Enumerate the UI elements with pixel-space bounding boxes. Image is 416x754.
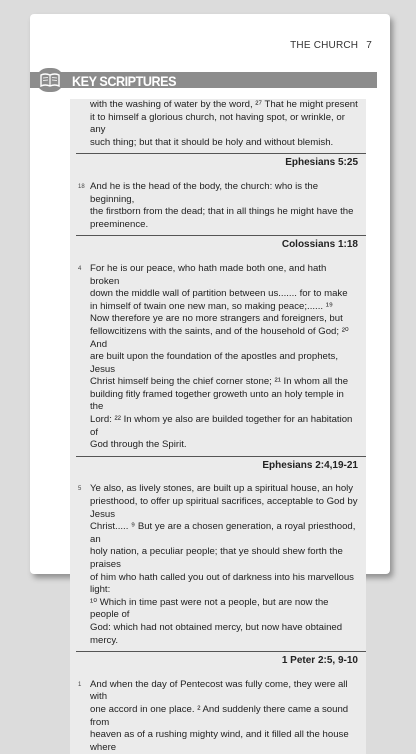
scripture-line: with the washing of water by the word, ²⁷ That he might present <box>90 99 358 110</box>
scripture-line: For he is our peace, who hath made both one, and hath broken <box>90 262 327 287</box>
scripture-line: Christ..... ⁹ But ye are a chosen generation, a royal priesthood, an <box>90 521 356 545</box>
scripture-passage <box>76 263 366 452</box>
scripture-line: down the middle wall of partition between us....... for to make <box>90 288 348 300</box>
scripture-reference: Ephesians 2:4,19-21 <box>76 456 366 476</box>
scripture-line: fellowcitizens with the saints, and of the household of God; ²⁰ And <box>90 325 349 350</box>
passage-gap <box>76 475 366 483</box>
scripture-passage <box>76 99 366 149</box>
page-number: 7 <box>366 40 372 51</box>
verse-number: 5 <box>78 486 82 493</box>
scripture-line: And he is the head of the body, the church: who is the beginning, <box>90 180 319 205</box>
scripture-line: it to himself a glorious church, not having spot, or wrinkle, or any <box>90 111 345 136</box>
passage-gap <box>76 255 366 263</box>
running-header <box>290 40 372 51</box>
scripture-passage <box>76 679 366 754</box>
scripture-line: Christ himself being the chief corner stone; ²¹ In whom all the <box>90 376 349 388</box>
book-icon-badge <box>36 68 64 92</box>
scripture-line: preeminence. <box>90 218 149 230</box>
verse-number: 1 <box>78 681 82 688</box>
scripture-reference: Ephesians 5:25 <box>76 153 366 173</box>
book-page <box>30 14 390 753</box>
scripture-block <box>70 99 366 754</box>
scripture-line: one accord in one place. ² And suddenly there came a sound from <box>90 703 349 728</box>
scripture-line: holy nation, a peculiar people; that ye should shew forth the praises <box>90 546 343 570</box>
scripture-line: of him who hath called you out of darkness into his marvellous light: <box>90 571 354 596</box>
section-title: KEY SCRIPTURES <box>72 73 177 89</box>
scripture-line: Ye also, as lively stones, are built up a spiritual house, an holy <box>90 483 354 495</box>
scripture-line: priesthood, to offer up spiritual sacrifices, acceptable to God by Jesus <box>90 496 358 520</box>
chapter-title: THE CHURCH <box>290 40 359 51</box>
scripture-line: God: which had not obtained mercy, but now have obtained mercy. <box>90 621 343 646</box>
scripture-line: heaven as of a rushing mighty wind, and it filled all the house where <box>90 729 349 753</box>
passage-gap <box>76 173 366 181</box>
scripture-line: in himself of twain one new man, so making peace;...... ¹⁹ <box>90 300 334 312</box>
scripture-line: God through the Spirit. <box>90 439 187 451</box>
scripture-line: the firstborn from the dead; that in all things he might have the <box>90 206 354 218</box>
scripture-line: such thing; but that it should be holy and without blemish. <box>90 136 334 148</box>
scripture-reference: 1 Peter 2:5, 9-10 <box>76 651 366 671</box>
scripture-line: Lord: ²² In whom ye also are builded together for an habitation of <box>90 414 353 438</box>
scripture-line: building fitly framed together groweth unto an holy temple in the <box>90 388 344 413</box>
verse-number: 18 <box>78 183 85 190</box>
scripture-passage <box>76 483 366 647</box>
verse-number: 4 <box>78 265 82 272</box>
scripture-passage <box>76 181 366 231</box>
scripture-reference: Colossians 1:18 <box>76 235 366 255</box>
book-icon <box>40 72 60 88</box>
scripture-line: And when the day of Pentecost was fully come, they were all with <box>90 678 348 703</box>
passage-gap <box>76 671 366 679</box>
scripture-line: ¹⁰ Which in time past were not a people, but are now the people of <box>90 596 329 621</box>
scripture-line: Now therefore ye are no more strangers and foreigners, but <box>90 313 343 325</box>
scripture-line: are built upon the foundation of the apostles and prophets, Jesus <box>90 351 339 375</box>
